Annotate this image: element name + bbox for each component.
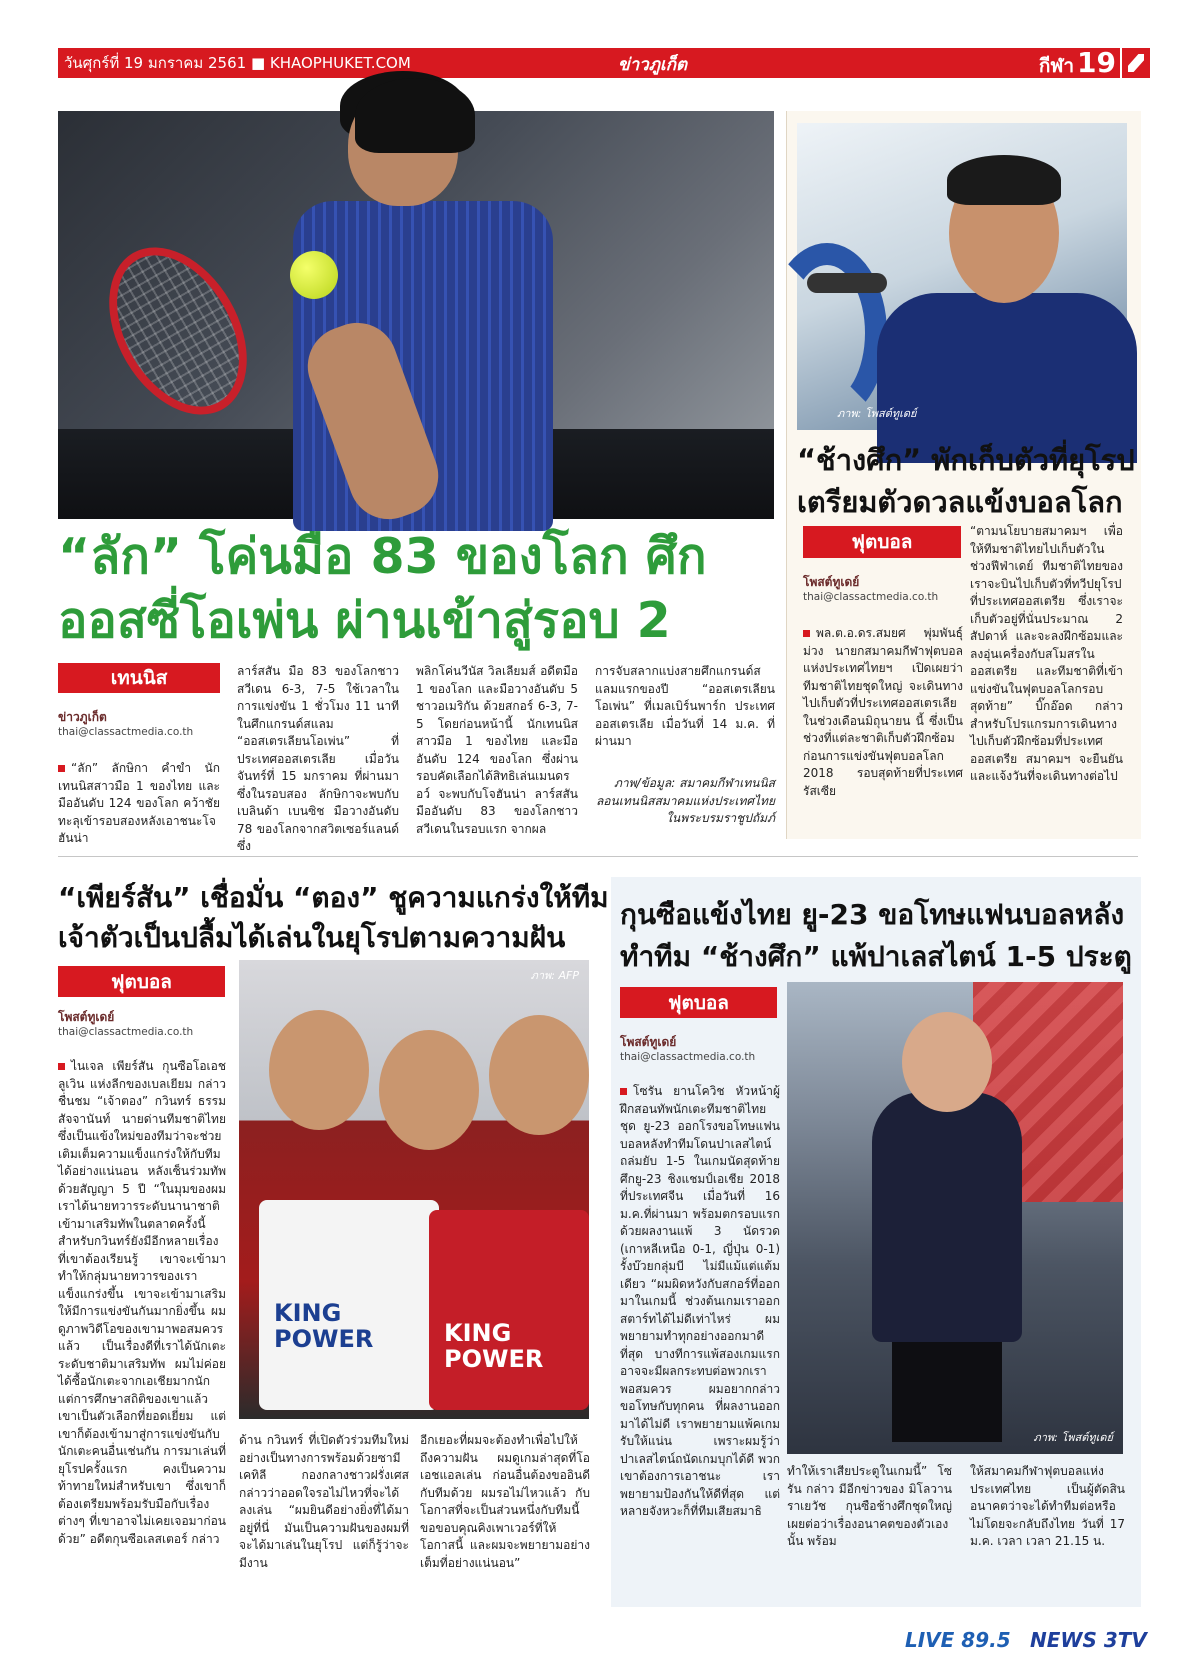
official-email[interactable]: thai@classactmedia.co.th [803,591,939,603]
pearson-col2: ด้าน กวินทร์ ที่เปิดตัวร่วมทีมใหม่อย่างเป็นทางการพร้อมด้วยซามี เคทิลี กองกลางชาวฝรั่งเศส กล่าวว่าออดใจรอไม่ไหวที่จะได้ลงเล่น “ผมยินดีอย่างยิ่งที่ได้มาอยู่ที่นี่ มันเป็นความฝันของผมที่จะได้มาเล่นในยุโรป แต่ก็รู้ว่าจะมีงาน [239,1433,409,1570]
bullet-icon [58,765,65,772]
jersey-sponsor-text-red: KING POWER [444,1319,544,1373]
microphone-icon [807,273,887,293]
tennis-col4: การจับสลากแบ่งสายศึกแกรนด์สแลมแรกของปี “ออสเตรเลียนโอเพ่น” ที่เมลเบิร์นพาร์ก ประเทศออสเตรเลีย เมื่อวันที่ 14 ม.ค. ที่ผ่านมา [595,664,775,748]
official-byline: โพสต์ทูเดย์ thai@classactmedia.co.th [803,575,963,605]
header-site[interactable]: KHAOPHUKET.COM [269,54,411,72]
team-photo-credit: ภาพ: AFP [530,969,579,982]
u23-headline-line2: ทำทีม “ช้างศึก” แพ้ปาเลสไตน์ 1-5 ประตู [620,940,1132,973]
u23-col1: โซรัน ยานโควิช หัวหน้าผู้ฝึกสอนทัพนักเตะทีมชาติไทยชุด ยู-23 ออกโรงขอโทษแฟนบอลหลังทำทีมโดนปาเลสไตน์ ถล่มยับ 1-5 ในเกมนัดสุดท้าย ศึกยู-23 ชิงแชมป์เอเชีย 2018 ที่ประเทศจีน เมื่อวันที่ 16 ม.ค.ที่ผ่านมา พร้อมตกรอบแรกด้วยผลงานแพ้ 3 นัดรวด (เกาหลีเหนือ 0-1, ญี่ปุ่น 0-1) รั้งบ๊วยกลุ่มบี ไม่มีแม้แต่แต้มเดียว “ผมผิดหวังกับสกอร์ที่ออกมาในเกมนี้ ช่วงต้นเกมเราออกสตาร์ทได้ไม่ดีเท่าไหร่ ผมพยายามทำทุกอย่างออกมาดีที่สุด บางทีการแพ้สองเกมแรกอาจจะมีผลกระทบต่อพวกเราพอสมควร ผมอยากกล่าวขอโทษกับทุกคน ที่ผลงานออกมาได้ไม่ดี เราพยายามแพ้คเกมรับให้แน่น เพราะผมรู้ว่าปาเลสไตน์ถนัดเกมบุกได้ดี พวกเขาต้องการเอาชนะ เราพยายามป้องกันให้ดีที่สุด แต่หลายจังหวะก็ที่ทีมเสียสมาธิ [620,1084,780,1518]
u23-email[interactable]: thai@classactmedia.co.th [620,1051,756,1063]
association-logo-icon [767,243,887,423]
pearson-byline: โพสต์ทูเดย์ thai@classactmedia.co.th [58,1010,223,1040]
news-tv-logo: NEWS 3TV [1030,1628,1147,1652]
coach-photo [787,982,1123,1454]
pearson-headline-line2: เจ้าตัวเป็นปลื้มได้เล่นในยุโรปตามความฝัน [58,921,566,954]
coach-photo-credit: ภาพ: โพสต์ทูเดย์ [1033,1431,1113,1444]
tennis-headline-line1: “ลัก” โค่นมือ 83 ของโลก ศึก [58,528,707,585]
masthead-logo: ข่าวภูเก็ต [618,55,688,75]
association-president-photo [797,123,1127,430]
header-date: วันศุกร์ที่ 19 มกราคม 2561 ■ KHAOPHUKET.COM [64,54,411,72]
official-col2: “ตามนโยบายสมาคมฯ เพื่อให้ทีมชาติไทยไปเก็บตัวในช่วงฟีฟ่าเดย์ ทีมชาติไทยของเราจะบินไปเก็บตัวที่ทวีปยุโรปที่ประเทศออสเตรีย ซึ่งเราจะเก็บตัวอยู่ที่นั่นประมาณ 2 สัปดาห์ และจะลงฝึกซ้อมและลงอุ่นเครื่องกับสโมสรในออสเตรีย และทีมชาติที่เข้าแข่งขันในฟุตบอลโลกรอบสุดท้าย” บิ๊กอ๊อด กล่าว สำหรับโปรแกรมการเดินทางไปเก็บตัวฝึกซ้อมที่ประเทศออสเตรีย สมาคมฯ จะยืนยันและแจ้งวันที่จะเดินทางต่อไป [970,524,1123,783]
pearson-headline-line1: “เพียร์สัน” เชื่อมั่น “ตอง” ชูความแกร่งให้ทีม [58,881,609,914]
tennis-col1: “ลัก” ลักษิกา คำขำ นักเทนนิสสาวมือ 1 ของไทย และมืออันดับ 124 ของโลก คว้าชัยทะลุเข้ารอบสองหลังเอาชนะโจฮันน่า [58,761,220,845]
tennis-col2: ลาร์สสัน มือ 83 ของโลกชาวสวีเดน 6-3, 7-5 ใช้เวลาในการแข่งขัน 1 ชั่วโมง 11 นาที ในศึกแกรนด์สแลม “ออสเตรเลียนโอเพ่น” ที่ประเทศออสเตรเลีย เมื่อวันจันทร์ที่ 15 มกราคม ที่ผ่านมา ซึ่งในรอบสอง ลักษิกาจะพบกับเบลินด้า เบนซิช มือวางอันดับ 78 ของโลกจากสวิตเซอร์แลนด์ ซึ่ง [237,664,399,853]
racket-icon [81,223,275,439]
tennis-col3: พลิกโค่นวีนัส วิลเลียมส์ อดีตมือ 1 ของโลก และมือวางอันดับ 5 ชาวอเมริกัน ด้วยสกอร์ 6-3, 7-5 โดยก่อนหน้านี้ นักเทนนิสสาวมือ 1 ของไทย และมืออันดับ 124 ของโลก ซึ่งผ่านรอบคัดเลือกได้สิทธิเล่นเมนดรอว์ จะพบกับโจฮันน่า ลาร์สสัน มืออันดับ 83 ของโลกชาวสวีเดนในรอบแรก จากผล [416,664,578,836]
player-head-overlay [355,78,475,153]
team-presentation-photo [239,960,589,1419]
jersey-sponsor-text-white: KING POWER [274,1299,374,1353]
pearson-col1: ไนเจล เพียร์สัน กุนซือโอเอช ลูเวิน แห่งลีกของเบลเยียม กล่าวชื่นชม “เจ้าตอง” กวินทร์ ธรรมสัจจานันท์ นายด่านทีมชาติไทยซึ่งเป็นแข้งใหม่ของทีมว่าจะช่วยเติมเต็มความแข็งแกร่งให้กับทีมได้อย่างแน่นอน หลังเซ็นร่วมทัพด้วยสัญญา 5 ปี “ในมุมของผม เราได้นายทวารระดับนานาชาติเข้ามาเสริมทัพในตลาดครั้งนี้ สำหรับกวินทร์ยังมีอีกหลายเรื่องที่เขาต้องเรียนรู้ เขาจะเข้ามาทำให้กลุ่มนายทวารของเราแข็งแกร่งขึ้น เขาจะเข้ามาเสริมให้มีการแข่งขันกันมากยิ่งขึ้น ผมดูภาพวิดีโอของเขามาพอสมควรแล้ว เป็นเรื่องดีที่เราได้นักเตะระดับชาติมาเสริมทัพ ผมไม่ค่อยได้ซื้อนักเตะจากเอเชียมากนัก แต่การศึกษาสถิติของเขาแล้วเขาเป็นตัวเลือกที่ยอดเยี่ยม แต่เขาก็ต้องเข้ามาสู่การแข่งขันกับนักเตะคนอื่นเช่นกัน การมาเล่นที่ยุโรปครั้งแรก คงเป็นความท้าทายใหม่สำหรับเขา ซึ่งเขาก็ต้องเตรียมพร้อมรับมือกับเรื่องต่างๆ ที่เขาอาจไม่เคยเจอมาก่อนด้วย” อดีตกุนซือเลสเตอร์ กล่าว [58,1059,226,1546]
u23-byline: โพสต์ทูเดย์ thai@classactmedia.co.th [620,1035,780,1065]
bullet-icon [620,1088,627,1095]
pearson-email[interactable]: thai@classactmedia.co.th [58,1026,194,1038]
u23-headline-line1: กุนซือแข้งไทย ยู-23 ขอโทษแฟนบอลหลัง [620,898,1125,931]
red-jersey [429,1210,589,1410]
bullet-icon [58,1063,65,1070]
official-headline-line1: “ช้างศึก” พักเก็บตัวที่ยุโรป [797,443,1135,477]
official-section-tag: ฟุตบอล [803,526,961,558]
u23-col2: ทำให้เราเสียประตูในเกมนี้” โซรัน กล่าว มีอีกข่าวของ มิโลวาน ราเยวัช กุนซือช้างศึกชุดใหญ่ เผยต่อว่าเรื่องอนาคตของตัวเองนั้น พร้อม [787,1464,952,1548]
tennis-ball-icon [290,251,338,299]
section-divider [58,856,1138,857]
tennis-byline: ข่าวภูเก็ต thai@classactmedia.co.th [58,710,218,740]
official-col1: พล.ต.อ.ดร.สมยศ พุ่มพันธุ์ม่วง นายกสมาคมกีฬาฟุตบอลแห่งประเทศไทยฯ เปิดเผยว่าทีมชาติไทยชุดใหญ่ จะเดินทางไปเก็บตัวที่ประเทศออสเตรเลียในช่วงเดือนมิถุนายน นี้ ซึ่งเป็นช่วงที่แต่ละชาติเก็บตัวฝึกซ้อมก่อนการแข่งขันฟุตบอลโลก 2018 รอบสุดท้ายที่ประเทศรัสเซีย [803,626,963,798]
tennis-section-tag: เทนนิส [58,663,220,693]
column-divider [786,111,787,839]
page-number: 19 [1077,46,1116,79]
bullet-icon [803,630,810,637]
tennis-credit: ภาพ/ข้อมูล: สมาคมกีฬาเทนนิสลอนเทนนิสสมาคมแห่งประเทศไทย ในพระบรมราชูปถัมภ์ [595,776,775,825]
section-name: กีฬา [1038,55,1074,77]
pearson-section-tag: ฟุตบอล [58,966,225,997]
corner-logo-icon [1122,48,1150,78]
u23-section-tag: ฟุตบอล [620,987,777,1018]
u23-col3: ให้สมาคมกีฬาฟุตบอลแห่งประเทศไทย เป็นผู้ตัดสินอนาคตว่าจะได้ทำทีมต่อหรือไม่โดยจะกลับถึงไทย วันที่ 17 ม.ค. เวลา เวลา 21.15 น. [970,1464,1125,1548]
tennis-email[interactable]: thai@classactmedia.co.th [58,726,194,738]
tennis-player-photo [58,111,774,519]
official-photo-credit: ภาพ: โพสต์ทูเดย์ [837,407,917,420]
pearson-col3: อีกเยอะที่ผมจะต้องทำเพื่อไปให้ถึงความฝัน ผมดูเกมล่าสุดที่โอเอชแอลเล่น ก่อนอื่นต้องขออินดีกับทีมด้วย ผมรอไม่ไหวแล้ว กับโอกาสที่จะเป็นส่วนหนึ่งกับทีมนี้ ขอขอบคุณคิงเพาเวอร์ที่ให้โอกาสนี้ และผมจะพยายามอย่างเต็มที่อย่างแน่นอน” [420,1433,590,1570]
live-radio-logo: LIVE 89.5 [905,1628,1011,1652]
official-headline-line2: เตรียมตัวดวลแข้งบอลโลก [797,485,1123,519]
page-header [58,48,1120,78]
tennis-headline-line2: ออสซี่โอเพ่น ผ่านเข้าสู่รอบ 2 [58,592,671,649]
